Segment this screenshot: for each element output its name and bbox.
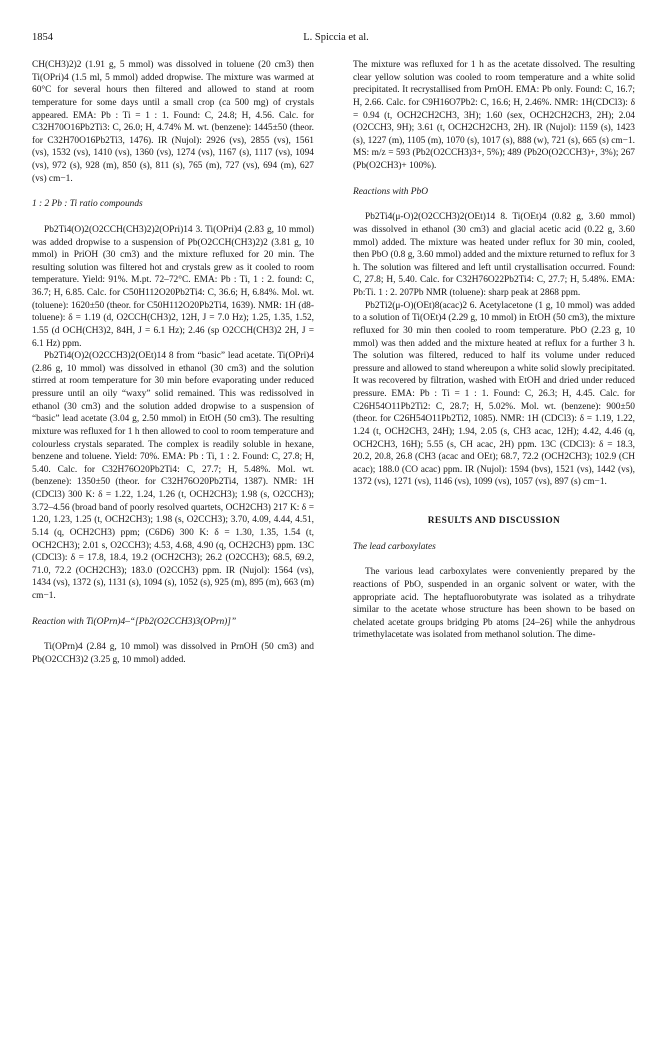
subsection-heading-lead-carboxylates: The lead carboxylates xyxy=(353,541,436,552)
section-heading-pb-ti-ratio: 1 : 2 Pb : Ti ratio compounds xyxy=(32,199,143,210)
running-title: L. Spiccia et al. xyxy=(303,32,369,43)
paragraph-compound-8-pbo: Pb2Ti4(μ-O)2(O2CCH3)2(OEt)14 8. Ti(OEt)4 (0.82 g, 3.60 mmol) was dissolved in ethanol (30 cm3) and glacial acetic acid (0.22 g, 3.60 mmol) added. The mixture was heated under reflux for 30 min, cooled, then PbO (0.8 g, 3.60 mmol) added and the mixture returned to reflux for 3 h. The solution was filtered and left until crystallisation occurred. Found: C, 27.8; H, 5.40. Calc. for C32H76O22Pb2Ti4: C, 27.7; H, 5.48%. EMA: Pb:Ti. 1 : 2. 207Pb NMR (toluene): sharp peak at 2868 ppm. xyxy=(353,212,635,298)
left-column xyxy=(32,59,314,667)
paragraph-continued: CH(CH3)2)2 (1.91 g, 5 mmol) was dissolved in toluene (20 cm3) then Ti(OPri)4 (1.5 ml, 5 mmol) added dropwise. The mixture was warmed at 60°C for several hours then filtered and allowed to stand at room temperature for some days until a small crop (ca 500 mg) of crystals appeared. EMA: Pb : Ti = 1 : 1. Found: C, 24.8; H, 4.56. Calc. for C32H70O16Pb2Ti3: C, 26.0; H, 4.74% M. wt. (benzene): 1445±50 (theor. for C32H70O16Pb2Ti3, 1476). IR (Nujol): 2926 (vs), 2855 (vs), 1561 (vs), 1532 (vs), 1410 (vs), 1360 (vs), 1274 (vs), 1167 (s), 1117 (vs), 1094 (vs), 972 (s), 928 (m), 850 (s), 811 (s), 765 (m), 727 (vs), 694 (m), 627 (vs) cm−1. xyxy=(32,60,314,184)
paragraph-discussion: The various lead carboxylates were conveniently prepared by the reactions of PbO, suspended in an organic solvent or water, with the appropriate acid. The heptafluorobutyrate was isolated as a trihydrate similar to the acetate whose structure has been shown to be based on chelated acetate groups bridging Pb atoms [24–26] while the anhydrous trimethylacetate was isolated from methanol solution. The dime- xyxy=(353,567,635,641)
paragraph-continued-right: The mixture was refluxed for 1 h as the acetate dissolved. The resulting clear yellow solution was cooled to room temperature and a white solid precipitated. It recrystallised from PrnOH. EMA: Pb only. Found: C, 16.7; H, 2.66. Calc. for C9H16O7Pb2: C, 16.6; H, 2.46%. NMR: 1H(CDCl3): δ = 0.94 (t, OCH2CH2CH3, 3H); 1.60 (sex, OCH2CH2CH3, 2H); 2.04 (O2CCH3, 9H); 3.61 (t, OCH2CH2CH3, 2H). IR (Nujol): 1159 (s), 1423 (s), 1227 (m), 1105 (m), 1070 (s), 1017 (s), 888 (w), 721 (s), 665 (s) cm−1. MS: m/z = 593 (Pb2(O2CCH3)3+, 5%); 489 (Pb2O(O2CCH3)+, 3%); 267 (Pb(O2CH3)+ 100%). xyxy=(353,60,635,171)
section-heading-results: RESULTS AND DISCUSSION xyxy=(427,516,561,526)
section-heading-reaction-tioprn: Reaction with Ti(OPrn)4–“[Pb2(O2CCH3)3(OPrn)]” xyxy=(32,616,237,627)
right-column xyxy=(353,59,635,642)
paragraph-compound-8-basic: Pb2Ti4(O)2(O2CCH3)2(OEt)14 8 from “basic” lead acetate. Ti(OPri)4 (2.86 g, 10 mmol) was dissolved in ethanol (30 cm3) and the solution stirred at room temperature for 30 min before evaporating under reduced pressure until an oily “waxy” solid remained. This was redissolved in ethanol (30 cm3) and the solution added dropwise to a suspension of “basic” lead acetate (3.04 g, 2.50 mmol) in EtOH (50 cm3). The resulting mixture was refluxed for 1 h then allowed to cool to room temperature and colourless crystals separated. The complex is readily soluble in hexane, benzene and toluene. Yield: 70%. EMA: Pb : Ti, 1 : 2. Found: C, 27.8; H, 5.40. Calc. for C32H76O20Pb2Ti4: C, 27.7; H, 5.48%. Mol. wt. (benzene): 1350±50 (theor. for C32H76O20Pb2Ti4, 1387). NMR: 1H (CDCl3) 300 K: δ = 1.22, 1.24, 1.26 (t, OCH2CH3); 1.98 (s, O2CCH3); 3.72–4.56 (broad band of poorly resolved quartets, OCH2CH3) 217 K: δ = 1.20, 1.23, 1.25 (t, OCH2CH3); 1.98 (s, O2CCH3); 3.70, 4.09, 4.44, 4.51, 5.14 (q, OCH2CH3) ppm; (C6D6) 300 K: δ = 1.30, 1.35, 1.54 (t, OCH2CH3); 2.01 s, O2CCH3); 4.53, 4.68, 4.90 (q, OCH2CH3) ppm. 13C (CDCl3): δ = 17.8, 18.4, 19.2 (OCH2CH3); 26.2 (O2CCH3); 68.5, 69.2, 71.0, 72.2 (OCH2CH3); 183.0 (O2CCH3) ppm. IR (Nujol): 1564 (vs), 1434 (vs), 1372 (s), 1131 (s), 1094 (s), 1052 (s), 925 (m), 895 (m), 663 (m) cm−1. xyxy=(32,351,314,601)
page-number: 1854 xyxy=(32,32,53,43)
section-heading-reactions-pbo: Reactions with PbO xyxy=(353,186,428,197)
paragraph-compound-3: Pb2Ti4(O)2(O2CCH(CH3)2)2(OPri)14 3. Ti(OPri)4 (2.83 g, 10 mmol) was added dropwise to a suspension of Pb(O2CCH(CH3)2)2 (3.81 g, 10 mmol) in PriOH (30 cm3) and the mixture refluxed for 20 min. The resulting solution was filtered hot and crystals grew as it cooled to room temperature. Yield: 91%. M.pt. 72–72°C. EMA: Pb : Ti, 1 : 2. found: C, 36.7; H, 6.85. Calc. for C50H112O20Pb2Ti4: C, 36.6; H, 6.84%. Mol. wt. (toluene): 1620±50 (theor. for C50H112O20Pb2Ti4, 1639). NMR: 1H (d8-toluene): δ = 1.19 (d, O2CCH(CH3)2, 12H, J = 7.0 Hz); 1.25, 1.35, 1.52, 1.55 (d OCH(CH3)2, 84H, J = 6.1 Hz); 2.46 (sp O2CCH(CH3)2 2H, J = 6.1 Hz) ppm. xyxy=(32,224,314,349)
paragraph-tioprn: Ti(OPrn)4 (2.84 g, 10 mmol) was dissolved in PrnOH (50 cm3) and Pb(O2CCH3)2 (3.25 g, 10 mmol) added. xyxy=(32,642,314,665)
paragraph-compound-6: Pb2Ti2(μ-O)(OEt)8(acac)2 6. Acetylacetone (1 g, 10 mmol) was added to a solution of Ti(OEt)4 (2.29 g, 10 mmol) in EtOH (50 cm3), the mixture refluxed for 30 min then cooled to room temperature. PbO (2.23 g, 10 mmol) was then added and the mixture heated at reflux for a further 3 h. The solution was filtered, reduced to half its volume under reduced pressure and allowed to stand whereupon a white solid slowly precipitated. It was recovered by filtration, washed with EtOH and dried under reduced pressure. EMA: Pb : Ti = 1 : 1. Found: C, 26.3; H, 4.45. Calc. for C26H54O11Pb2Ti2: C, 28.7; H, 5.02%. Mol. wt. (benzene): 900±50 (theor. for C26H54O11Pb2Ti2, 1085). NMR: 1H (CDCl3): δ = 1.19, 1.22, 1.24 (t, OCH2CH3, 24H); 1.94, 2.05 (s, CH3 acac, 12H); 4.42, 4.46 (q, OCH2CH3, 16H); 5.55 (s, CH acac, 2H) ppm. 13C (CDCl3): δ = 18.3, 20.2, 20.8, 26.8 (CH3 (acac and OEt); 68.7, 72.2 (OCH2CH3); 102.9 (CH acac); 188.0 (CO acac) ppm. IR (Nujol): 1594 (bvs), 1521 (vs), 1442 (vs), 1372 (vs), 1271 (vs), 1146 (vs), 1099 (vs), 1057 (vs), 897 (s) cm−1. xyxy=(353,300,635,488)
